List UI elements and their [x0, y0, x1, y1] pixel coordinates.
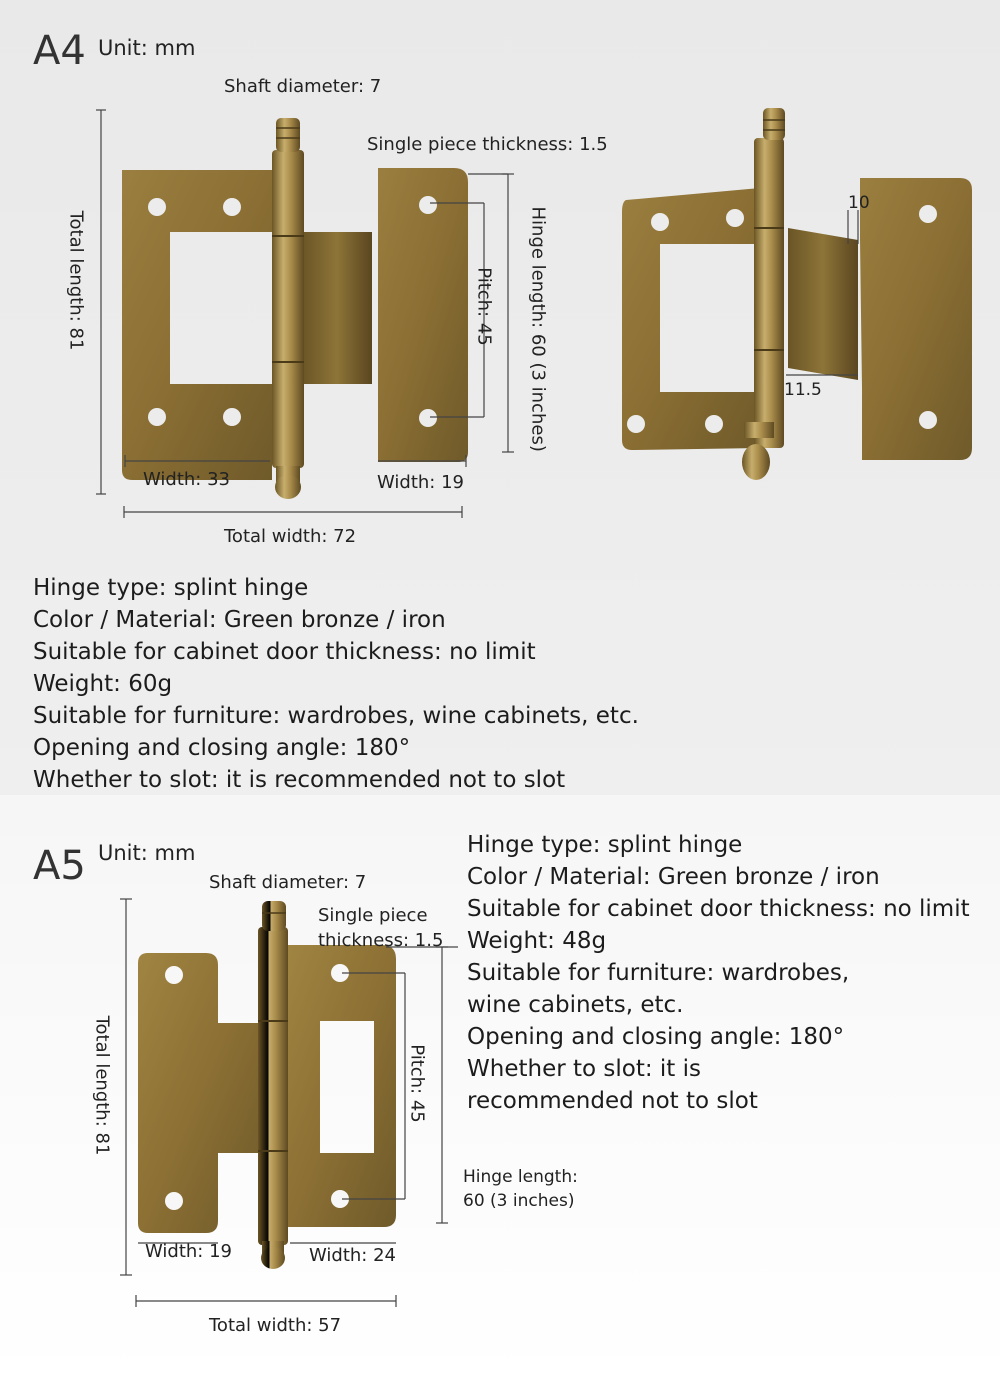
a4-total-width-label: Total width: 72 — [224, 526, 357, 547]
a5-spec-slot-line1: Whether to slot: it is — [467, 1056, 701, 1082]
a5-spec-furniture-line2: wine cabinets, etc. — [467, 992, 684, 1018]
a4-model-label: A4 — [33, 28, 86, 74]
a5-pitch-label: Pitch: 45 — [406, 1044, 428, 1123]
a5-width-right-label: Width: 24 — [309, 1245, 396, 1266]
a5-spec-list — [467, 829, 970, 1117]
a5-spec-material: Color / Material: Green bronze / iron — [467, 864, 880, 890]
a5-spec-furniture-line1: Suitable for furniture: wardrobes, — [467, 960, 850, 986]
a5-spec-angle: Opening and closing angle: 180° — [467, 1024, 845, 1050]
a4-width-left-label: Width: 33 — [143, 469, 230, 490]
a4-dim-11-5-label: 11.5 — [784, 380, 822, 400]
a5-unit-label: Unit: mm — [98, 841, 196, 865]
a4-spec-hinge-type: Hinge type: splint hinge — [33, 575, 309, 601]
a4-spec-furniture: Suitable for furniture: wardrobes, wine cabinets, etc. — [33, 703, 639, 729]
a5-thickness-label-line1: Single piece — [318, 905, 428, 926]
a5-model-label: A5 — [33, 843, 86, 889]
a5-shaft-diameter-label: Shaft diameter: 7 — [209, 872, 367, 893]
a4-spec-angle: Opening and closing angle: 180° — [33, 735, 411, 761]
a4-spec-list — [33, 572, 639, 796]
a4-spec-door-thickness: Suitable for cabinet door thickness: no limit — [33, 639, 536, 665]
a4-dim-10-label: 10 — [848, 193, 870, 213]
a5-spec-slot-line2: recommended not to slot — [467, 1088, 758, 1114]
a4-width-right-label: Width: 19 — [377, 472, 464, 493]
a4-hinge-length-label: Hinge length: 60 (3 inches) — [527, 206, 549, 452]
a4-spec-slot: Whether to slot: it is recommended not to slot — [33, 767, 566, 793]
a5-hinge-length-line2: 60 (3 inches) — [463, 1191, 575, 1211]
a5-spec-hinge-type: Hinge type: splint hinge — [467, 832, 743, 858]
a4-pitch-label: Pitch: 45 — [473, 267, 495, 346]
a4-spec-material: Color / Material: Green bronze / iron — [33, 607, 446, 633]
a5-hinge-length-line1: Hinge length: — [463, 1167, 578, 1187]
a4-spec-weight: Weight: 60g — [33, 671, 173, 697]
a4-side-hinge — [622, 108, 972, 480]
a4-total-length-label: Total length: 81 — [65, 210, 87, 351]
a5-total-length-label: Total length: 81 — [91, 1015, 113, 1156]
a5-hinge — [138, 901, 396, 1269]
a5-spec-weight: Weight: 48g — [467, 928, 607, 954]
a4-unit-label: Unit: mm — [98, 36, 196, 60]
a5-total-width-label: Total width: 57 — [209, 1315, 342, 1336]
a5-spec-door-thickness: Suitable for cabinet door thickness: no limit — [467, 896, 970, 922]
a5-width-left-label: Width: 19 — [145, 1241, 232, 1262]
a4-front-hinge — [122, 118, 468, 499]
a4-thickness-label: Single piece thickness: 1.5 — [367, 134, 608, 155]
a5-thickness-label-line2: thickness: 1.5 — [318, 930, 444, 951]
panel-a5 — [0, 795, 1000, 1381]
a4-shaft-diameter-label: Shaft diameter: 7 — [224, 76, 382, 97]
